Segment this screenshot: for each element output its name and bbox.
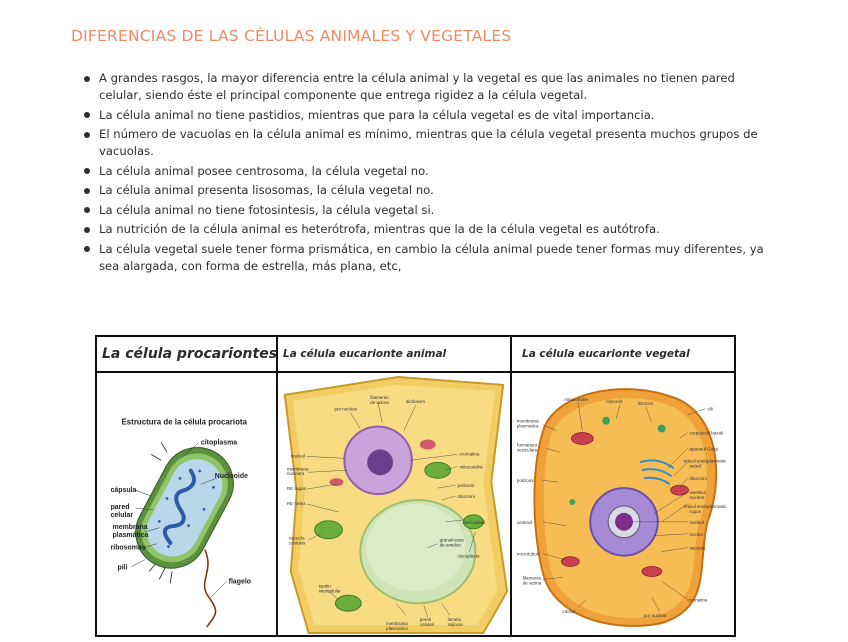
label-re-rugos: RE rugos xyxy=(286,486,306,492)
list-item-text: El número de vacuolas en la célula animal es mínimo, mientras que la célula vegetal presenta muchos grupos de vacuolas. xyxy=(99,127,758,158)
label-centrala: centrala xyxy=(288,540,305,546)
differences-list xyxy=(78,70,768,277)
label-microvili: microvili xyxy=(606,398,623,404)
label-plasmatica: plasmatica xyxy=(516,423,539,429)
label-filamento: filamento xyxy=(370,394,389,400)
label-dictiosom: dictiosom xyxy=(405,398,426,404)
animal-cell-illustration xyxy=(278,373,510,635)
list-item-text: La célula animal presenta lisosomas, la célula vegetal no. xyxy=(99,183,434,197)
plant-diagram xyxy=(512,373,734,635)
label-ribozomi: ribozomi xyxy=(689,476,707,482)
list-item xyxy=(78,70,768,104)
label-granulnoare: granulnoare xyxy=(439,537,464,543)
label-de-amidon: de amidon xyxy=(439,542,461,548)
label-filamente: filamente xyxy=(522,575,542,581)
bullet-icon xyxy=(84,188,90,194)
label-polizomi: polizomi xyxy=(516,478,534,484)
bullet-icon xyxy=(84,132,90,138)
label-polizomi: polizomi xyxy=(457,483,475,489)
bullet-icon xyxy=(84,168,90,174)
bullet-icon xyxy=(84,246,90,252)
label-cloroplasta: cloroplasta xyxy=(457,553,480,559)
label-lizozom: lizozom xyxy=(637,400,654,406)
label-mitocondrie: mitocondrie xyxy=(564,396,588,402)
bullet-icon xyxy=(84,76,90,82)
label-membrana: membrana xyxy=(112,523,148,531)
list-item xyxy=(78,202,768,219)
label-membrana: membrana xyxy=(286,466,309,472)
label-de-actina: de actina xyxy=(370,399,389,405)
label-nucleoide: Nucleoide xyxy=(214,473,248,481)
label-invelisul: invelisul xyxy=(689,490,706,496)
label-nucleu: nucleu xyxy=(689,531,703,537)
prokaryote-panel xyxy=(97,337,278,635)
label-vacuola: vacuola xyxy=(689,545,706,551)
label-celulari: celulari xyxy=(419,622,435,628)
label-intercelular: intercelular xyxy=(318,588,341,594)
label-cromatina: cromatina xyxy=(687,597,708,603)
label-nuclear: nuclear xyxy=(689,495,705,501)
label-por-nuclear: por nuclear xyxy=(334,406,358,412)
prokaryote-diagram-title: Estructura de la célula procariota xyxy=(121,417,247,427)
bullet-icon xyxy=(84,227,90,233)
label-reticul-neted: reticul endoplasmatic xyxy=(683,458,727,464)
label-pared: pared xyxy=(110,503,130,511)
label-citoplasma: citoplasma xyxy=(200,439,238,447)
list-item-text: La célula vegetal suele tener forma prismática, en cambio la célula animal puede tener formas muy diferentes, ya sea alargada, con forma de estrella, más plana, etc, xyxy=(99,241,764,273)
animal-panel xyxy=(278,337,512,635)
list-item xyxy=(78,241,768,275)
animal-diagram xyxy=(278,373,510,635)
list-item xyxy=(78,126,768,160)
label-por-nuclear: por nuclear xyxy=(643,613,667,619)
cell-comparison-figure xyxy=(95,335,736,637)
list-item xyxy=(78,107,768,124)
label-formatiuni: formatiuni xyxy=(516,442,537,448)
list-item xyxy=(78,182,768,199)
label-microtubuli: microtubuli xyxy=(463,519,486,525)
label-plasmatica: plasmática xyxy=(112,531,149,539)
label-plasmatica: plasmatica xyxy=(386,626,408,632)
label-reticul-rugos: reticul endoplasmatic xyxy=(683,503,727,509)
label-celular: celular xyxy=(110,511,133,519)
label-re-netez: RE netez xyxy=(286,500,306,506)
label-spatiu: spatiu xyxy=(318,583,331,589)
label-membrana-plasmatica: membrana xyxy=(386,621,408,627)
label-ribosomas: ribosomas xyxy=(110,544,146,552)
label-ribozomi: ribozomi xyxy=(457,494,475,500)
plant-panel xyxy=(512,337,734,635)
label-corpusculi-bazali: corpusculi bazali xyxy=(689,430,724,436)
label-centrioli: centrioli xyxy=(516,519,533,525)
label-citosol: citosol xyxy=(562,609,576,615)
list-item xyxy=(78,163,768,180)
label-mitocondrie: mitocondrie xyxy=(459,464,484,470)
label-mijlocie: mijlocie xyxy=(447,622,463,628)
label-lamela: lamela xyxy=(447,617,461,623)
label-microtubuli: microtubuli xyxy=(516,551,539,557)
label-pili: pili xyxy=(117,564,128,572)
label-cili: cili xyxy=(707,406,713,412)
list-item-text: A grandes rasgos, la mayor diferencia entre la célula animal y la vegetal es que las animales no tienen pared celular, siendo éste el principal componente que entrega rigidez a la célula vegetal. xyxy=(99,71,735,102)
page-title: DIFERENCIAS DE LAS CÉLULAS ANIMALES Y VEGETALES xyxy=(71,27,512,45)
bullet-icon xyxy=(84,112,90,118)
list-item-text: La nutrición de la célula animal es heterótrofa, mientras que la de la célula vegetal es autótrofa. xyxy=(99,222,660,236)
label-pereti: pereti xyxy=(419,617,432,623)
prokaryote-heading: La célula procariontes xyxy=(97,337,276,373)
label-de-actina: de actina xyxy=(522,580,542,586)
label-nucleol: nucleol xyxy=(290,453,306,459)
list-item xyxy=(78,221,768,238)
label-cromatina: cromatina xyxy=(459,451,480,457)
animal-heading: La célula eucarionte animal xyxy=(278,337,510,373)
plant-heading: La célula eucarionte vegetal xyxy=(512,337,734,373)
label-flagelo: flagelo xyxy=(228,578,252,586)
prokaryote-diagram xyxy=(97,373,276,635)
label-vacuola: vacuola xyxy=(288,535,305,541)
label-membrana: membrana xyxy=(516,418,539,424)
prokaryote-illustration xyxy=(97,373,276,635)
list-item-text: La célula animal no tiene fotosintesis, la célula vegetal si. xyxy=(99,202,435,217)
label-veziculare: veziculare xyxy=(516,447,538,453)
label-rugos: rugos xyxy=(689,508,701,514)
label-nucleara: nucleara xyxy=(286,471,305,477)
list-item-text: La célula animal posee centrosoma, la célula vegetal no. xyxy=(99,163,429,178)
list-item-text: La célula animal no tiene pastidios, mientras que para la célula vegetal es de vital importancia. xyxy=(99,107,655,122)
label-capsula: cápsula xyxy=(110,487,137,495)
bullet-icon xyxy=(84,207,90,213)
label-neted: neted xyxy=(689,463,701,469)
label-nucleol: nucleol xyxy=(689,519,704,525)
plant-cell-illustration xyxy=(512,373,734,635)
label-aparatul-golgi: aparatul Golgi xyxy=(689,446,718,452)
